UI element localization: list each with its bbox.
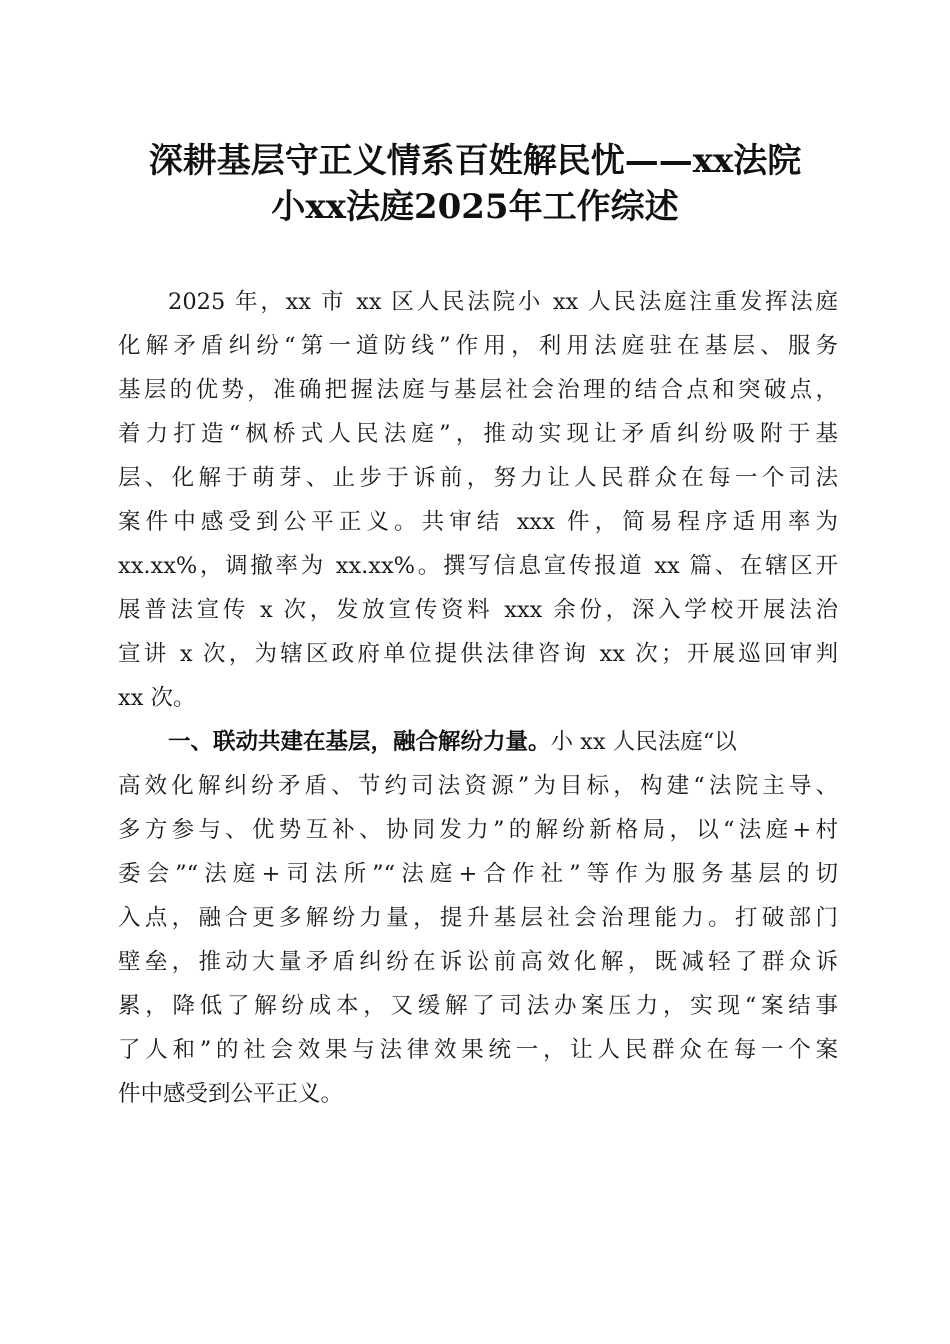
intro-line: xx 次。: [118, 685, 196, 711]
intro-line: 案件中感受到公平正义。共审结 xxx 件，简易程序适用率为: [118, 509, 838, 535]
intro-line: xx.xx%，调撤率为 xx.xx%。撰写信息宣传报道 xx 篇、在辖区开: [118, 553, 838, 579]
section-1-heading: 一、联动共建在基层，融合解纷力量。: [168, 729, 551, 755]
intro-line: 2025 年，xx 市 xx 区人民法院小 xx 人民法庭注重发挥法庭: [168, 289, 838, 315]
intro-line: 展普法宣传 x 次，发放宣传资料 xxx 余份，深入学校开展法治: [118, 597, 838, 623]
section-1-line: 委会”“法庭+司法所”“法庭+合作社”等作为服务基层的切: [118, 861, 838, 887]
section-1-line: 多方参与、优势互补、协同发力”的解纷新格局，以“法庭+村: [118, 817, 838, 843]
section-1-line: 累，降低了解纷成本，又缓解了司法办案压力，实现“案结事: [118, 993, 838, 1019]
intro-line: 宣讲 x 次，为辖区政府单位提供法律咨询 xx 次；开展巡回审判: [118, 641, 838, 667]
intro-line: 化解矛盾纠纷“第一道防线”作用，利用法庭驻在基层、服务: [118, 333, 838, 359]
intro-line: 层、化解于萌芽、止步于诉前，努力让人民群众在每一个司法: [118, 465, 838, 491]
document-title-line-1: 深耕基层守正义情系百姓解民忧——xx法院: [148, 141, 802, 181]
section-1-first-line-text: 小 xx 人民法庭“以: [550, 729, 737, 755]
intro-line: 基层的优势，准确把握法庭与基层社会治理的结合点和突破点，: [118, 377, 838, 403]
section-1-line: 件中感受到公平正义。: [118, 1081, 344, 1107]
section-1-line: 高效化解纠纷矛盾、节约司法资源”为目标，构建“法院主导、: [118, 773, 838, 799]
intro-line: 着力打造“枫桥式人民法庭”，推动实现让矛盾纠纷吸附于基: [118, 421, 838, 447]
section-1-first-line: [168, 720, 737, 764]
section-1-line: 入点，融合更多解纷力量，提升基层社会治理能力。打破部门: [118, 905, 838, 931]
document-title-line-2: 小xx法庭2025年工作综述: [271, 187, 679, 227]
section-1-line: 壁垒，推动大量矛盾纠纷在诉讼前高效化解，既减轻了群众诉: [118, 949, 838, 975]
section-1-line: 了人和”的社会效果与法律效果统一，让人民群众在每一个案: [118, 1037, 838, 1063]
